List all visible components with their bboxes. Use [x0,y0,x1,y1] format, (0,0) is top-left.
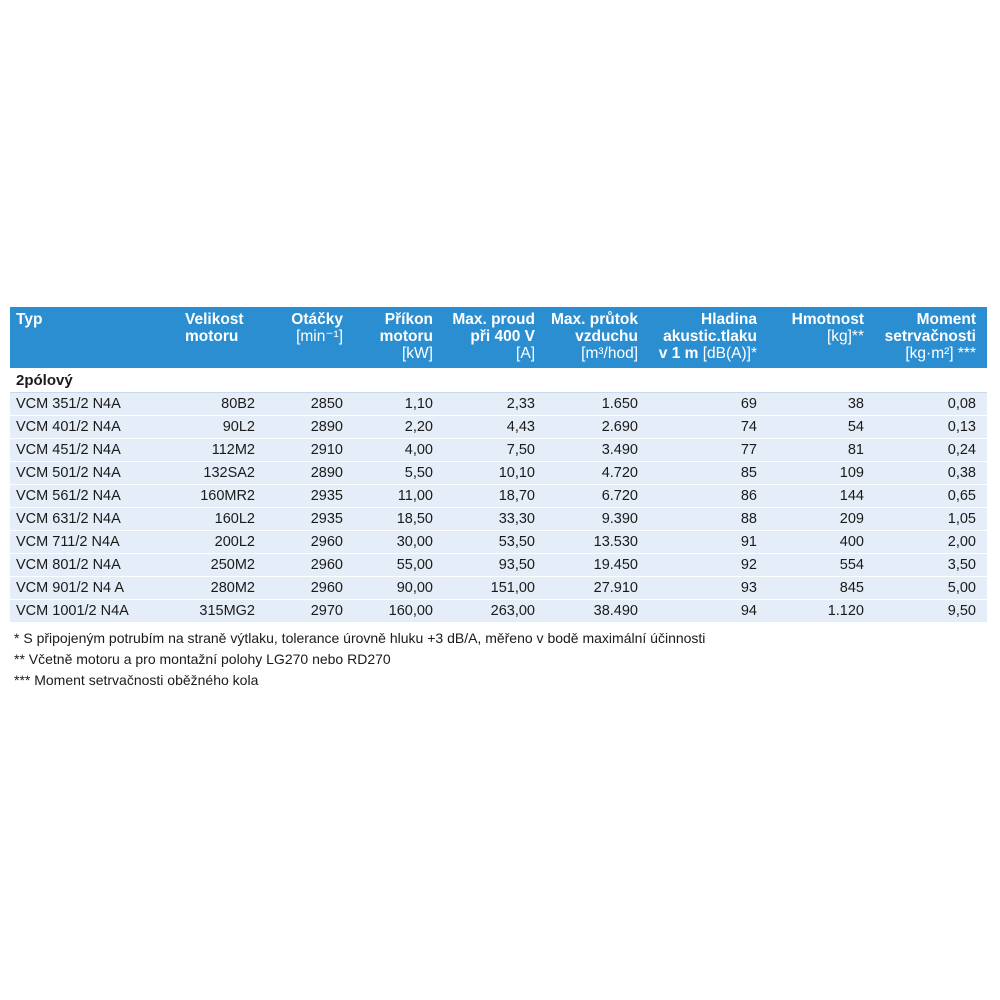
table-row [10,554,987,577]
cell-hmotnost: 38 [847,396,864,412]
cell-velikost: 90L2 [222,419,255,435]
cell-typ: VCM 561/2 N4A [16,488,121,504]
cell-velikost: 160MR2 [200,488,255,504]
cell-hmotnost: 144 [839,488,864,504]
cell-prutok: 27.910 [593,580,638,596]
cell-moment: 3,50 [947,557,976,573]
cell-moment: 0,65 [947,488,976,504]
cell-hmotnost: 54 [847,419,864,435]
cell-proud: 53,50 [498,534,535,550]
cell-hladina: 86 [740,488,757,504]
cell-moment: 2,00 [947,534,976,550]
header-otacky: Otáčky [min⁻¹] [291,311,343,345]
cell-proud: 18,70 [498,488,535,504]
cell-prutok: 3.490 [601,442,638,458]
cell-prutok: 9.390 [601,511,638,527]
cell-prikon: 55,00 [396,557,433,573]
section-label: 2pólový [10,368,987,393]
table-row [10,393,987,416]
cell-prutok: 13.530 [593,534,638,550]
cell-proud: 10,10 [498,465,535,481]
cell-otacky: 2960 [310,534,343,550]
cell-velikost: 315MG2 [199,603,255,619]
footnote-3: *** Moment setrvačnosti oběžného kola [14,672,259,688]
cell-prikon: 30,00 [396,534,433,550]
cell-typ: VCM 501/2 N4A [16,465,121,481]
cell-otacky: 2890 [310,419,343,435]
cell-hmotnost: 400 [839,534,864,550]
cell-hladina: 85 [740,465,757,481]
cell-typ: VCM 401/2 N4A [16,419,121,435]
table-row [10,508,987,531]
cell-velikost: 250M2 [210,557,255,573]
cell-otacky: 2935 [310,511,343,527]
footnote-2: ** Včetně motoru a pro montažní polohy LG270 nebo RD270 [14,651,391,667]
cell-velikost: 200L2 [214,534,255,550]
cell-otacky: 2960 [310,580,343,596]
cell-proud: 33,30 [498,511,535,527]
cell-otacky: 2970 [310,603,343,619]
cell-typ: VCM 801/2 N4A [16,557,121,573]
header-prikon: Příkon motoru [kW] [379,311,433,362]
cell-hladina: 74 [740,419,757,435]
cell-moment: 0,38 [947,465,976,481]
cell-velikost: 80B2 [221,396,255,412]
cell-prutok: 4.720 [601,465,638,481]
cell-proud: 4,43 [506,419,535,435]
cell-proud: 2,33 [506,396,535,412]
cell-prutok: 1.650 [601,396,638,412]
cell-prikon: 1,10 [404,396,433,412]
table-row [10,577,987,600]
cell-typ: VCM 901/2 N4 A [16,580,124,596]
cell-otacky: 2960 [310,557,343,573]
cell-velikost: 132SA2 [203,465,255,481]
cell-hladina: 69 [740,396,757,412]
cell-hladina: 92 [740,557,757,573]
header-typ: Typ [16,311,43,328]
cell-typ: VCM 711/2 N4A [16,534,120,550]
cell-prutok: 38.490 [593,603,638,619]
table-body [10,393,987,623]
table-row [10,462,987,485]
table-row [10,485,987,508]
cell-hladina: 88 [740,511,757,527]
cell-hladina: 77 [740,442,757,458]
cell-otacky: 2890 [310,465,343,481]
cell-prikon: 11,00 [397,488,433,504]
cell-hmotnost: 109 [839,465,864,481]
cell-typ: VCM 1001/2 N4A [16,603,129,619]
specs-table [10,307,987,623]
table-row [10,439,987,462]
cell-prutok: 19.450 [593,557,638,573]
cell-prikon: 160,00 [388,603,433,619]
cell-hladina: 93 [740,580,757,596]
cell-otacky: 2850 [310,396,343,412]
cell-moment: 0,24 [947,442,976,458]
cell-hmotnost: 1.120 [827,603,864,619]
cell-hladina: 94 [740,603,757,619]
cell-hmotnost: 845 [839,580,864,596]
cell-hmotnost: 209 [839,511,864,527]
header-velikost: Velikost motoru [185,311,244,345]
footnotes [14,628,705,691]
cell-moment: 1,05 [947,511,976,527]
cell-prikon: 18,50 [396,511,433,527]
cell-otacky: 2910 [310,442,343,458]
header-max-proud: Max. proud při 400 V [A] [452,311,535,362]
cell-typ: VCM 451/2 N4A [16,442,121,458]
cell-moment: 9,50 [947,603,976,619]
cell-velikost: 160L2 [214,511,255,527]
cell-prutok: 2.690 [601,419,638,435]
cell-proud: 151,00 [490,580,535,596]
cell-prikon: 4,00 [404,442,433,458]
header-hmotnost: Hmotnost [kg]** [791,311,864,345]
cell-hmotnost: 81 [847,442,864,458]
cell-moment: 5,00 [947,580,976,596]
table-row [10,600,987,623]
cell-prikon: 90,00 [396,580,433,596]
cell-otacky: 2935 [310,488,343,504]
cell-moment: 0,13 [947,419,976,435]
footnote-1: * S připojeným potrubím na straně výtlaku, tolerance úrovně hluku +3 dB/A, měřeno v bodě maximální účinnosti [14,630,706,646]
cell-velikost: 112M2 [211,442,255,458]
cell-prikon: 5,50 [404,465,433,481]
cell-hladina: 91 [740,534,757,550]
header-hladina: Hladina akustic.tlaku v 1 m [dB(A)]* [658,311,757,362]
table-row [10,416,987,439]
table-row [10,531,987,554]
table-header [10,307,987,368]
header-moment: Moment setrvačnosti [kg·m²] *** [884,311,976,362]
cell-proud: 7,50 [506,442,535,458]
cell-proud: 263,00 [490,603,535,619]
cell-velikost: 280M2 [210,580,255,596]
cell-typ: VCM 631/2 N4A [16,511,121,527]
cell-prikon: 2,20 [404,419,433,435]
header-max-prutok: Max. průtok vzduchu [m³/hod] [551,311,638,362]
cell-hmotnost: 554 [839,557,864,573]
cell-typ: VCM 351/2 N4A [16,396,121,412]
cell-moment: 0,08 [947,396,976,412]
cell-proud: 93,50 [498,557,535,573]
cell-prutok: 6.720 [601,488,638,504]
